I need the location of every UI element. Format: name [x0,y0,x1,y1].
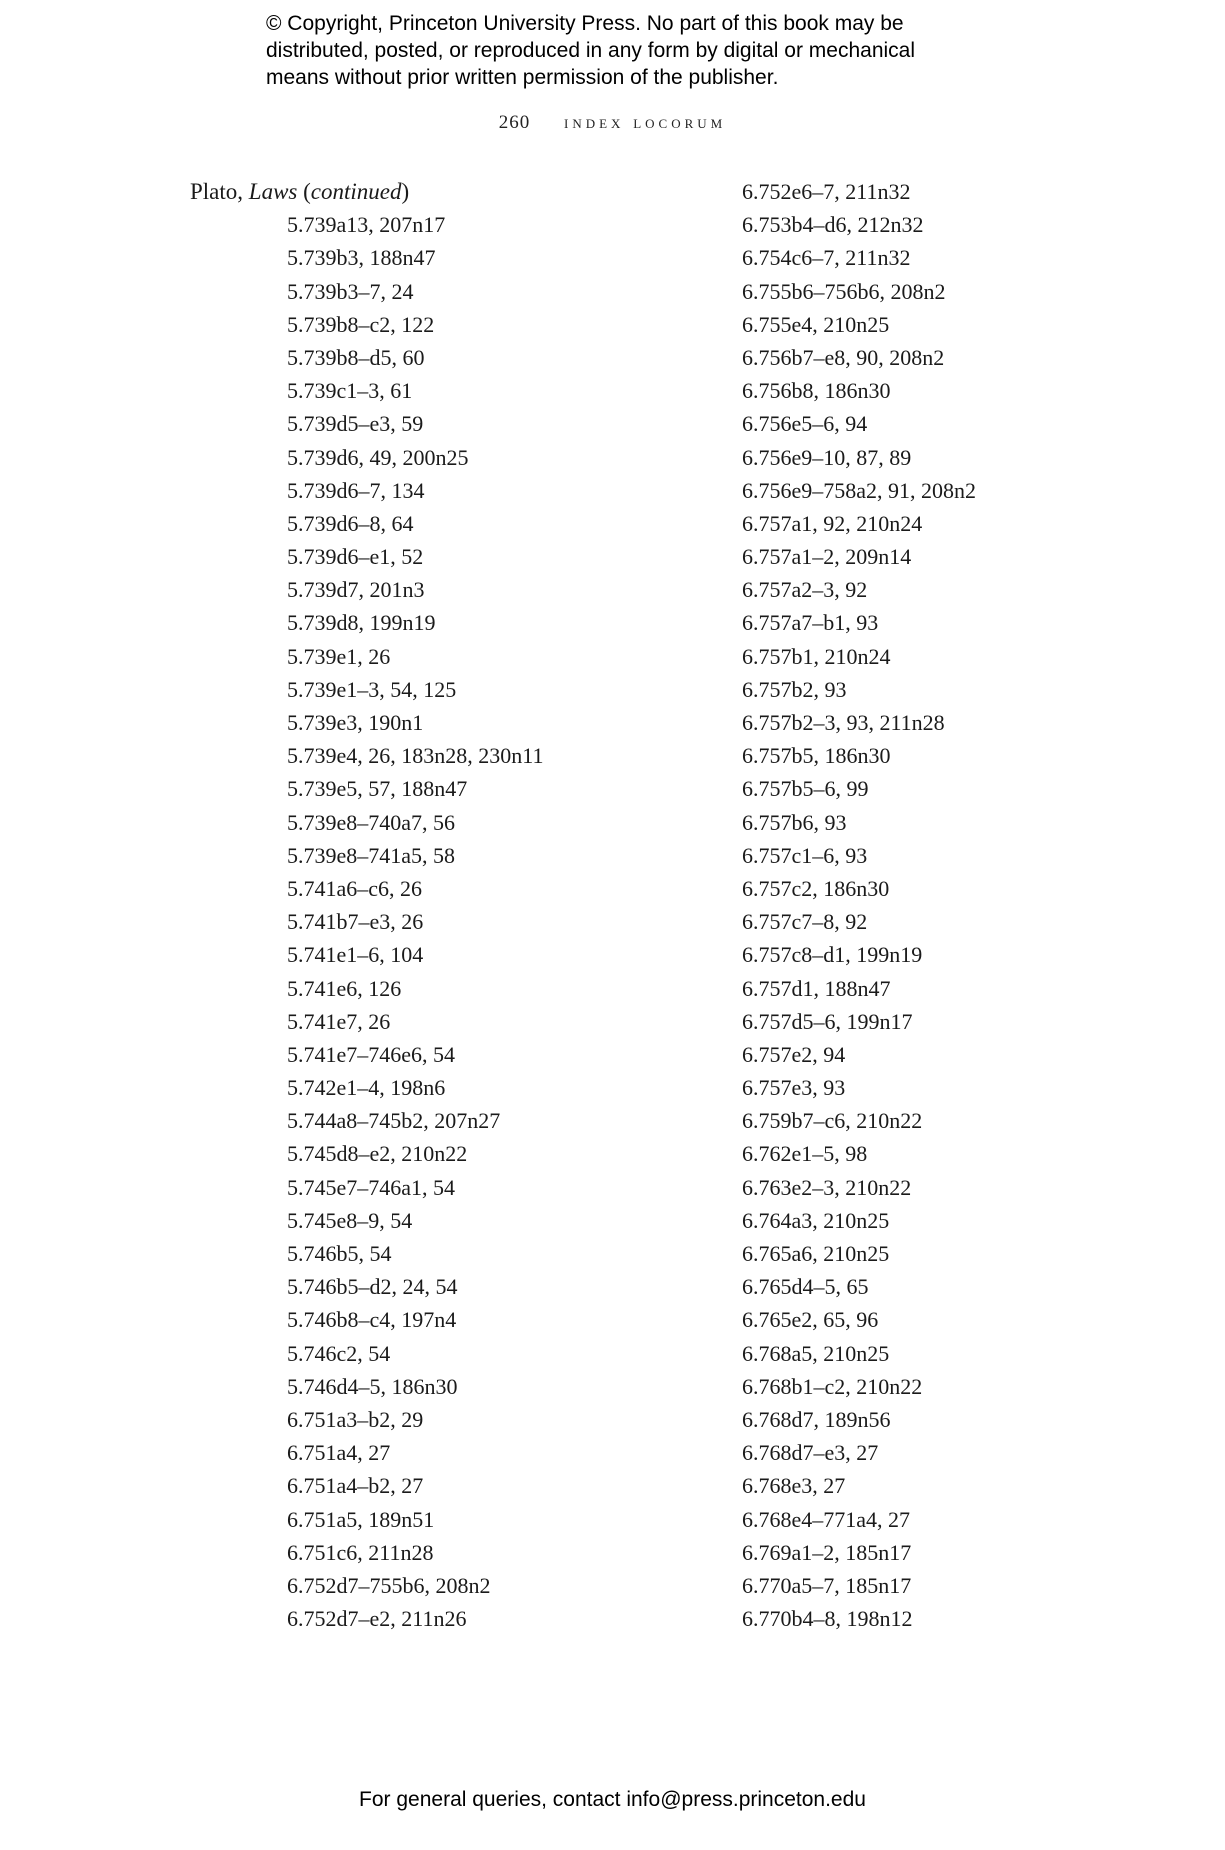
index-entry: 6.757b2, 93 [742,676,847,702]
index-entry: 5.741e7–746e6, 54 [287,1041,456,1067]
index-entry: 5.746b5–d2, 24, 54 [287,1274,458,1300]
index-entry: 5.742e1–4, 198n6 [287,1075,446,1101]
index-entry: 6.765a6, 210n25 [742,1241,890,1266]
index-column-left [190,175,710,1635]
index-entry: 6.753b4–d6, 212n32 [742,212,924,238]
index-entry: 6.757c2, 186n30 [742,875,890,901]
index-entry: 5.739d6, 49, 200n25 [287,444,469,470]
index-heading: Plato, Laws (continued) [190,179,410,204]
index-entry: 6.763e2–3, 210n22 [742,1174,912,1200]
index-entry: 5.739b8–c2, 122 [287,311,435,337]
index-entry: 5.739b8–d5, 60 [287,344,425,370]
index-entry: 6.768b1–c2, 210n22 [742,1373,923,1399]
index-entry: 6.757e2, 94 [742,1041,846,1067]
index-entry: 6.757a2–3, 92 [742,577,868,603]
index-entry: 6.770a5–7, 185n17 [742,1572,912,1598]
index-entry: 6.756e5–6, 94 [742,411,868,437]
index-entry: 6.768a5, 210n25 [742,1340,890,1366]
index-entry: 6.756b7–e8, 90, 208n2 [742,344,945,370]
running-head [0,112,1225,134]
index-column-right [742,175,1162,1635]
copyright-line: © Copyright, Princeton University Press. No part of this book may be [266,12,904,35]
index-entry: 6.756b8, 186n30 [742,378,891,404]
index-entry: 6.769a1–2, 185n17 [742,1539,912,1565]
index-entry: 5.746b5, 54 [287,1241,392,1266]
index-entry: 5.746c2, 54 [287,1340,391,1366]
index-entry: 6.757c8–d1, 199n19 [742,942,923,968]
index-entry: 6.757a1–2, 209n14 [742,544,912,570]
index-entry: 6.757d1, 188n47 [742,975,891,1001]
index-entry: 6.757b5, 186n30 [742,743,891,769]
index-entry: 5.745e8–9, 54 [287,1207,413,1233]
index-entry: 5.741a6–c6, 26 [287,875,423,901]
index-entry: 5.739d5–e3, 59 [287,411,424,437]
index-entry: 6.757a1, 92, 210n24 [742,510,923,536]
index-entry: 6.757d5–6, 199n17 [742,1008,913,1034]
index-entry: 5.739e8–740a7, 56 [287,809,456,835]
index-entry: 5.741e1–6, 104 [287,942,424,968]
index-entry: 6.768d7–e3, 27 [742,1440,879,1466]
index-entry: 5.741e6, 126 [287,975,402,1001]
index-entry: 6.757c1–6, 93 [742,842,868,868]
index-entry: 5.744a8–745b2, 207n27 [287,1108,501,1134]
index-entry: 5.741b7–e3, 26 [287,909,424,935]
index-entry: 5.739b3, 188n47 [287,245,436,271]
copyright-line: distributed, posted, or reproduced in any form by digital or mechanical [266,39,916,62]
index-entry: 6.757b5–6, 99 [742,776,869,802]
index-entry: 5.739e8–741a5, 58 [287,842,456,868]
index-entry: 6.757a7–b1, 93 [742,610,879,636]
index-entry: 6.759b7–c6, 210n22 [742,1108,923,1134]
page-number: 260 [498,112,531,133]
index-entry: 6.757b6, 93 [742,809,847,835]
index-entry: 6.751a5, 189n51 [287,1506,435,1532]
index-entry: 6.768e3, 27 [742,1473,846,1499]
index-entry: 5.739e1, 26 [287,643,391,669]
index-entry: 6.752d7–755b6, 208n2 [287,1572,491,1598]
index-entry: 6.762e1–5, 98 [742,1141,868,1167]
heading-continued: continued [310,179,402,204]
index-entry: 5.739e4, 26, 183n28, 230n11 [287,743,544,769]
index-entry: 6.751a4–b2, 27 [287,1473,424,1499]
index-entry: 6.756e9–10, 87, 89 [742,444,912,470]
index-entry: 6.765e2, 65, 96 [742,1307,879,1333]
index-entry: 6.751c6, 211n28 [287,1539,434,1565]
index-entry: 6.768d7, 189n56 [742,1406,891,1432]
index-entry: 6.752e6–7, 211n32 [742,179,911,204]
index-entry: 5.739d8, 199n19 [287,610,436,636]
running-head-title: index locorum [564,112,727,133]
index-entry: 6.757b2–3, 93, 211n28 [742,710,945,735]
index-entry: 6.751a3–b2, 29 [287,1406,424,1432]
index-entry: 6.752d7–e2, 211n26 [287,1606,467,1632]
index-entry: 5.746d4–5, 186n30 [287,1373,458,1399]
index-entry: 5.739e1–3, 54, 125 [287,676,457,702]
index-entry: 5.739d6–8, 64 [287,510,414,536]
index-entry: 6.755b6–756b6, 208n2 [742,278,946,304]
index-entry: 6.757e3, 93 [742,1075,846,1101]
index-entry: 6.756e9–758a2, 91, 208n2 [742,477,977,503]
index-entry: 5.739e3, 190n1 [287,710,424,735]
index-entry: 6.768e4–771a4, 27 [742,1506,911,1532]
index-entry: 6.770b4–8, 198n12 [742,1606,913,1632]
index-entry: 6.755e4, 210n25 [742,311,890,337]
index-entry: 5.739d6–7, 134 [287,477,425,503]
copyright-line: means without prior written permission of the publisher. [266,66,779,89]
heading-work: Laws [248,179,298,204]
index-entry: 5.739d7, 201n3 [287,577,425,603]
index-entry: 5.746b8–c4, 197n4 [287,1307,457,1333]
index-entry: 5.739e5, 57, 188n47 [287,776,468,802]
right-entry-list [742,175,1162,1635]
index-entry: 5.739a13, 207n17 [287,212,446,238]
heading-author: Plato, [190,179,244,204]
index-entry: 6.765d4–5, 65 [742,1274,869,1300]
index-entry: 5.739c1–3, 61 [287,378,413,404]
index-entry: 5.745d8–e2, 210n22 [287,1141,468,1167]
index-entry: 6.757c7–8, 92 [742,909,868,935]
index-entry: 5.739d6–e1, 52 [287,544,424,570]
left-entry-list [190,208,710,1635]
index-entry: 6.764a3, 210n25 [742,1207,890,1233]
copyright-notice [266,10,1026,91]
index-entry: 5.745e7–746a1, 54 [287,1174,456,1200]
index-entry: 6.754c6–7, 211n32 [742,245,911,271]
index-entry: 6.757b1, 210n24 [742,643,891,669]
footer-contact: For general queries, contact info@press.princeton.edu [359,1788,866,1811]
index-entry: 5.741e7, 26 [287,1008,391,1034]
index-entry: 5.739b3–7, 24 [287,278,414,304]
index-entry: 6.751a4, 27 [287,1440,391,1466]
